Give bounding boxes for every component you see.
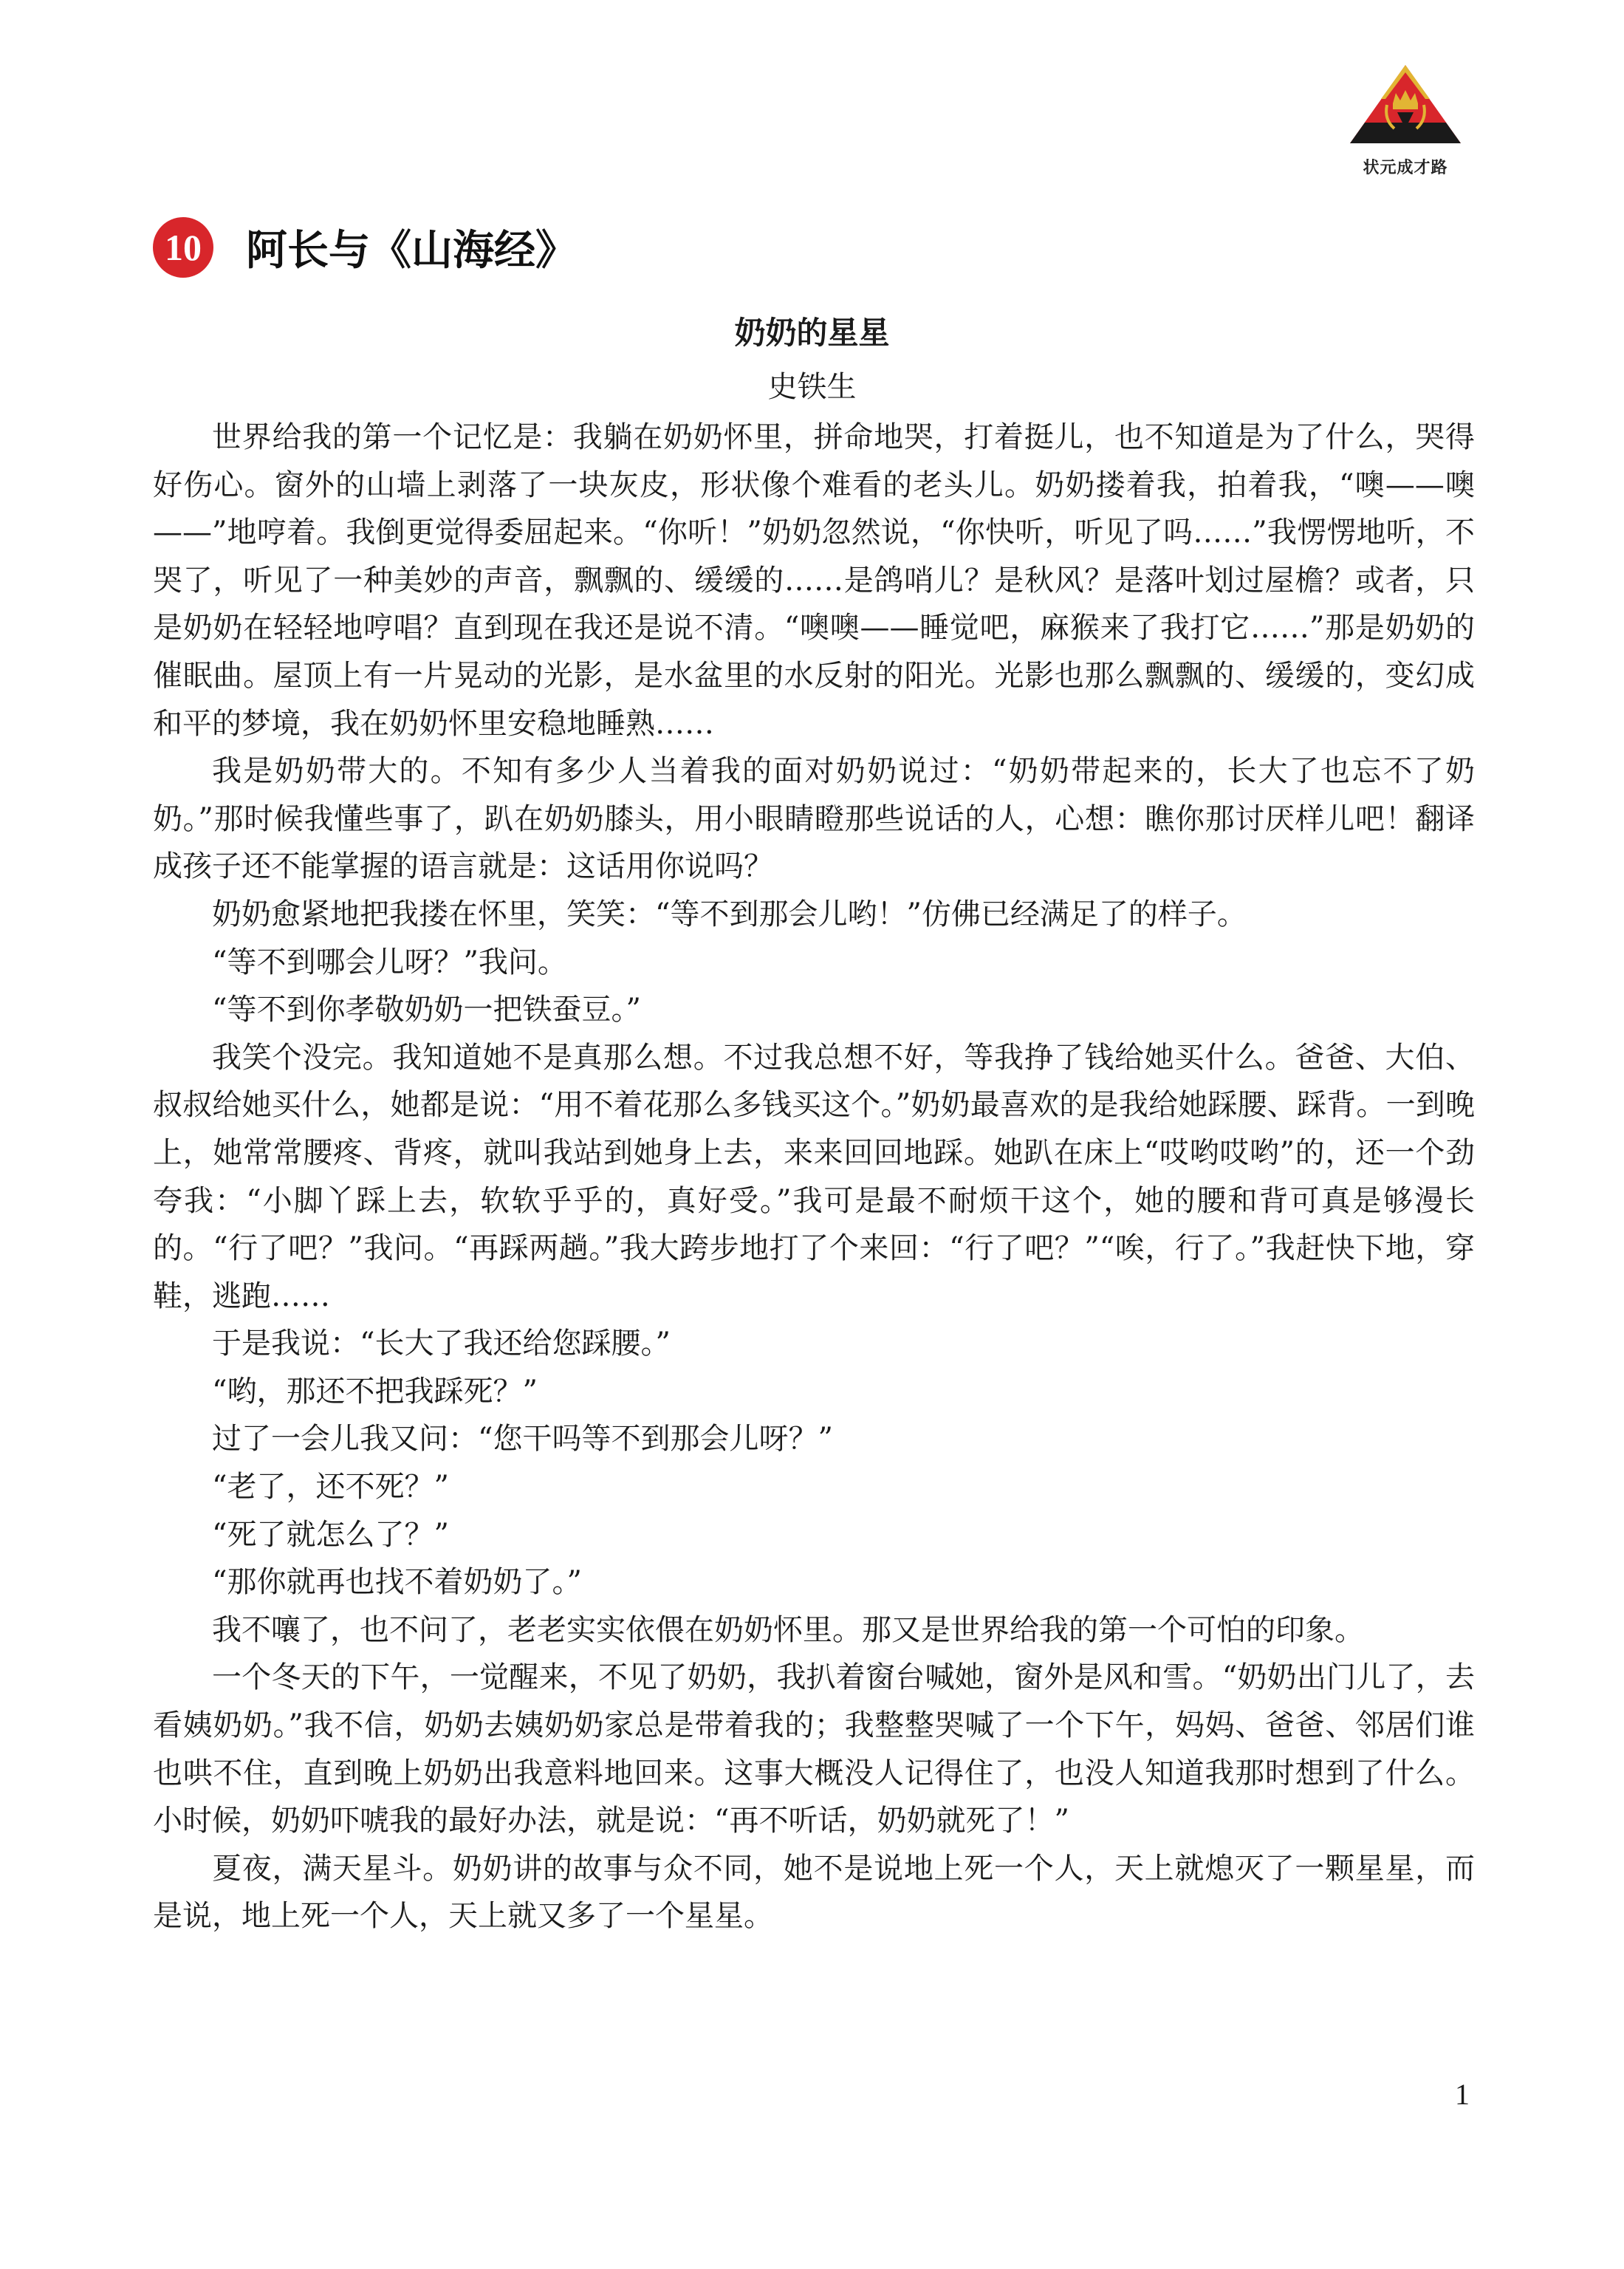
paragraph: 我不嚷了，也不问了，老老实实依偎在奶奶怀里。那又是世界给我的第一个可怕的印象。 <box>212 1612 1364 1647</box>
story-author: 史铁生 <box>767 370 857 404</box>
paragraph: 一个冬天的下午，一觉醒来，不见了奶奶，我扒着窗台喊她，窗外是风和雪。“奶奶出门儿了，去看姨奶奶。”我不信，奶奶去姨奶奶家总是带着我的；我整整哭喊了一个下午，妈妈、爸爸、邻居们谁也哄不住，直到晚上奶奶出我意料地回来。这事大概没人记得住了，也没人知道我那时想到了什么。小时候，奶奶吓唬我的最好办法，就是说：“再不听话，奶奶就死了！” <box>153 1660 1475 1838</box>
paragraph: “老了，还不死？” <box>212 1470 449 1505</box>
story-title: 奶奶的星星 <box>734 315 890 351</box>
crown-triangle-logo-icon <box>1343 61 1468 157</box>
paragraph: 世界给我的第一个记忆是：我躺在奶奶怀里，拼命地哭，打着挺儿，也不知道是为了什么，哭得好伤心。窗外的山墙上剥落了一块灰皮，形状像个难看的老头儿。奶奶搂着我，拍着我，“噢——噢——”地哼着。我倒更觉得委屈起来。“你听！”奶奶忽然说，“你快听，听见了吗……”我愣愣地听，不哭了，听见了一种美妙的声音，飘飘的、缓缓的……是鸽哨儿？是秋风？是落叶划过屋檐？或者，只是奶奶在轻轻地哼唱？直到现在我还是说不清。“噢噢——睡觉吧，麻猴来了我打它……”那是奶奶的催眠曲。屋顶上有一片晃动的光影，是水盆里的水反射的阳光。光影也那么飘飘的、缓缓的，变幻成和平的梦境，我在奶奶怀里安稳地睡熟…… <box>153 420 1475 741</box>
page-number: 1 <box>1455 2078 1470 2111</box>
paragraph: 夏夜，满天星斗。奶奶讲的故事与众不同，她不是说地上死一个人，天上就熄灭了一颗星星，而是说，地上死一个人，天上就又多了一个星星。 <box>153 1851 1475 1934</box>
paragraph: 奶奶愈紧地把我搂在怀里，笑笑：“等不到那会儿哟！”仿佛已经满足了的样子。 <box>212 897 1247 931</box>
paragraph: “等不到你孝敬奶奶一把铁蚕豆。” <box>212 993 641 1027</box>
paragraph: “等不到哪会儿呀？”我问。 <box>212 945 567 979</box>
chapter-number-badge: 10 <box>153 217 213 278</box>
publisher-logo <box>1343 61 1468 186</box>
paragraph: 过了一会儿我又问：“您干吗等不到那会儿呀？” <box>212 1422 833 1457</box>
paragraph: “哟，那还不把我踩死？” <box>212 1374 538 1409</box>
paragraph: 我是奶奶带大的。不知有多少人当着我的面对奶奶说过：“奶奶带起来的，长大了也忘不了奶奶。”那时候我懂些事了，趴在奶奶膝头，用小眼睛瞪那些说话的人，心想：瞧你那讨厌样儿吧！翻译成孩子还不能掌握的语言就是：这话用你说吗？ <box>153 754 1475 884</box>
paragraph: “那你就再也找不着奶奶了。” <box>212 1565 582 1600</box>
article-body <box>153 414 1475 1940</box>
chapter-heading <box>153 214 577 281</box>
logo-text: 状元成才路 <box>1363 159 1448 177</box>
paragraph: 我笑个没完。我知道她不是真那么想。不过我总想不好，等我挣了钱给她买什么。爸爸、大伯、叔叔给她买什么，她都是说：“用不着花那么多钱买这个。”奶奶最喜欢的是我给她踩腰、踩背。一到晚上，她常常腰疼、背疼，就叫我站到她身上去，来来回回地踩。她趴在床上“哎哟哎哟”的，还一个劲夸我：“小脚丫踩上去，软软乎乎的，真好受。”我可是最不耐烦干这个，她的腰和背可真是够漫长的。“行了吧？”我问。“再踩两趟。”我大跨步地打了个来回：“行了吧？”“唉，行了。”我赶快下地，穿鞋，逃跑…… <box>153 1040 1475 1313</box>
paragraph: “死了就怎么了？” <box>212 1517 449 1552</box>
paragraph: 于是我说：“长大了我还给您踩腰。” <box>212 1327 671 1361</box>
chapter-title: 阿长与《山海经》 <box>246 227 577 275</box>
